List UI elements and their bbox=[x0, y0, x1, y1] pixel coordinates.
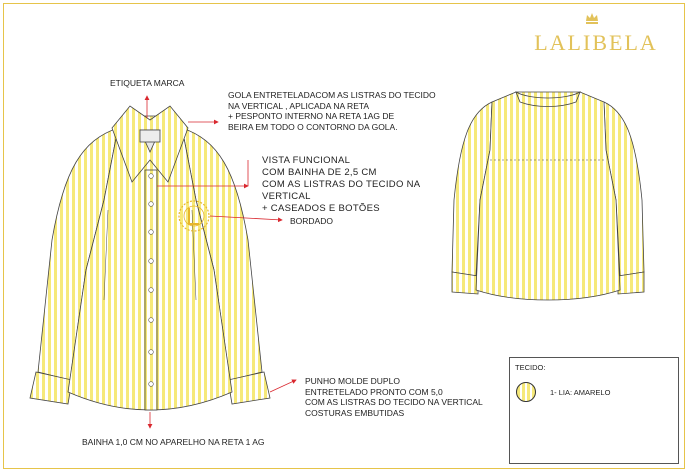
back-right-cuff bbox=[618, 272, 644, 294]
collar-note: GOLA ENTRETELADACOM AS LISTRAS DO TECIDO NA VERTICAL , APLICADA NA RETA + PESPONTO INTERNO NA RETA 1AG DE BEIRA EM TODO O CONTORNO DA GOLA. bbox=[228, 90, 436, 132]
fabric-title: TECIDO: bbox=[515, 363, 546, 372]
back-shirt bbox=[452, 92, 644, 300]
back-left-cuff bbox=[452, 272, 478, 294]
brand-label-tag bbox=[140, 130, 160, 142]
placket-note: VISTA FUNCIONAL COM BAINHA DE 2,5 CM COM AS LISTRAS DO TECIDO NA VERTICAL + CASEADOS E BOTÕES bbox=[262, 155, 420, 214]
brand-logo: LALIBELA bbox=[534, 30, 658, 55]
cuff-note: PUNHO MOLDE DUPLO ENTRETELADO PRONTO COM 5,0 COM AS LISTRAS DO TECIDO NA VERTICAL COSTURAS EMBUTIDAS bbox=[305, 376, 483, 418]
yellow-stripe-swatch-icon bbox=[516, 382, 536, 402]
fabric-panel bbox=[509, 357, 679, 464]
embroidery-note: BORDADO bbox=[290, 216, 333, 226]
front-shirt bbox=[30, 106, 270, 410]
back-body bbox=[476, 92, 620, 300]
fabric-item-label: 1- LIA: AMARELO bbox=[550, 388, 611, 397]
hem-note: BAINHA 1,0 CM NO APARELHO NA RETA 1 AG bbox=[82, 437, 265, 447]
label-note: ETIQUETA MARCA bbox=[110, 78, 185, 88]
